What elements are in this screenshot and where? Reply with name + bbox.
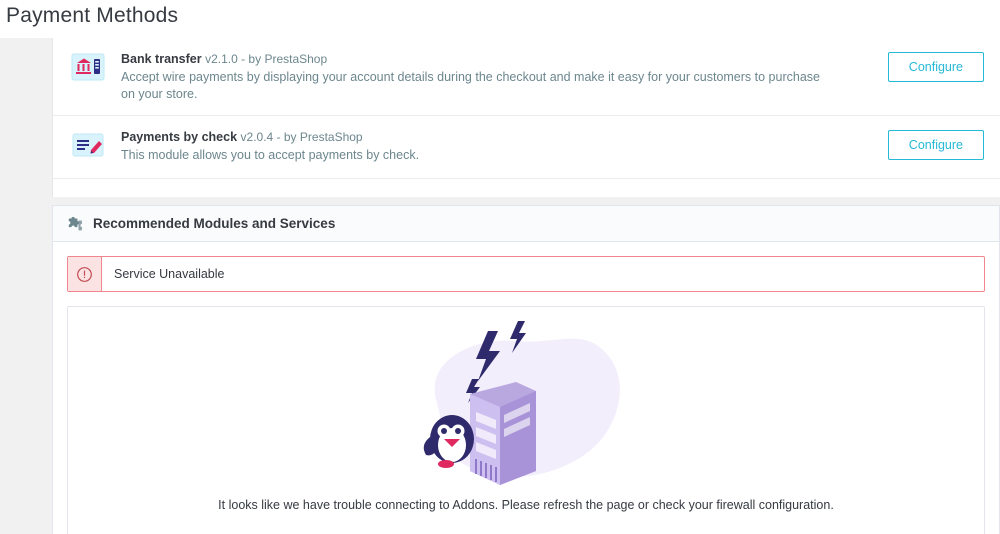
panel-footer bbox=[53, 179, 1000, 197]
addons-error-box bbox=[67, 306, 985, 534]
module-version: v2.0.4 - by PrestaShop bbox=[240, 130, 363, 144]
module-version: v2.1.0 - by PrestaShop bbox=[205, 52, 328, 66]
server-error-illustration bbox=[396, 319, 656, 494]
service-unavailable-alert bbox=[67, 256, 985, 292]
left-gutter bbox=[0, 38, 52, 534]
module-name bbox=[121, 129, 868, 145]
recommended-modules-title: Recommended Modules and Services bbox=[93, 216, 336, 231]
bank-transfer-icon bbox=[71, 52, 105, 82]
module-row bbox=[53, 116, 1000, 179]
configure-button[interactable]: Configure bbox=[888, 52, 984, 82]
recommended-modules-panel bbox=[52, 205, 1000, 534]
module-text bbox=[121, 128, 888, 164]
module-description: This module allows you to accept payments by check. bbox=[121, 148, 420, 162]
alert-circle-icon bbox=[68, 257, 102, 291]
alert-message: Service Unavailable bbox=[114, 267, 225, 281]
check-payment-icon bbox=[71, 130, 105, 160]
recommended-modules-body bbox=[53, 242, 999, 534]
module-title: Payments by check bbox=[121, 130, 238, 144]
module-name bbox=[121, 51, 868, 67]
module-row bbox=[53, 38, 1000, 116]
module-text bbox=[121, 50, 888, 103]
payment-modules-panel bbox=[52, 38, 1000, 197]
addons-error-message: It looks like we have trouble connecting to Addons. Please refresh the page or check your firewall configuration. bbox=[218, 498, 834, 512]
configure-button[interactable]: Configure bbox=[888, 130, 984, 160]
puzzle-icon bbox=[67, 215, 84, 232]
recommended-modules-header bbox=[53, 206, 999, 242]
module-title: Bank transfer bbox=[121, 52, 202, 66]
page-title: Payment Methods bbox=[0, 0, 1000, 38]
module-description: Accept wire payments by displaying your account details during the checkout and make it easy for your customers to purchase on your store. bbox=[121, 70, 820, 101]
